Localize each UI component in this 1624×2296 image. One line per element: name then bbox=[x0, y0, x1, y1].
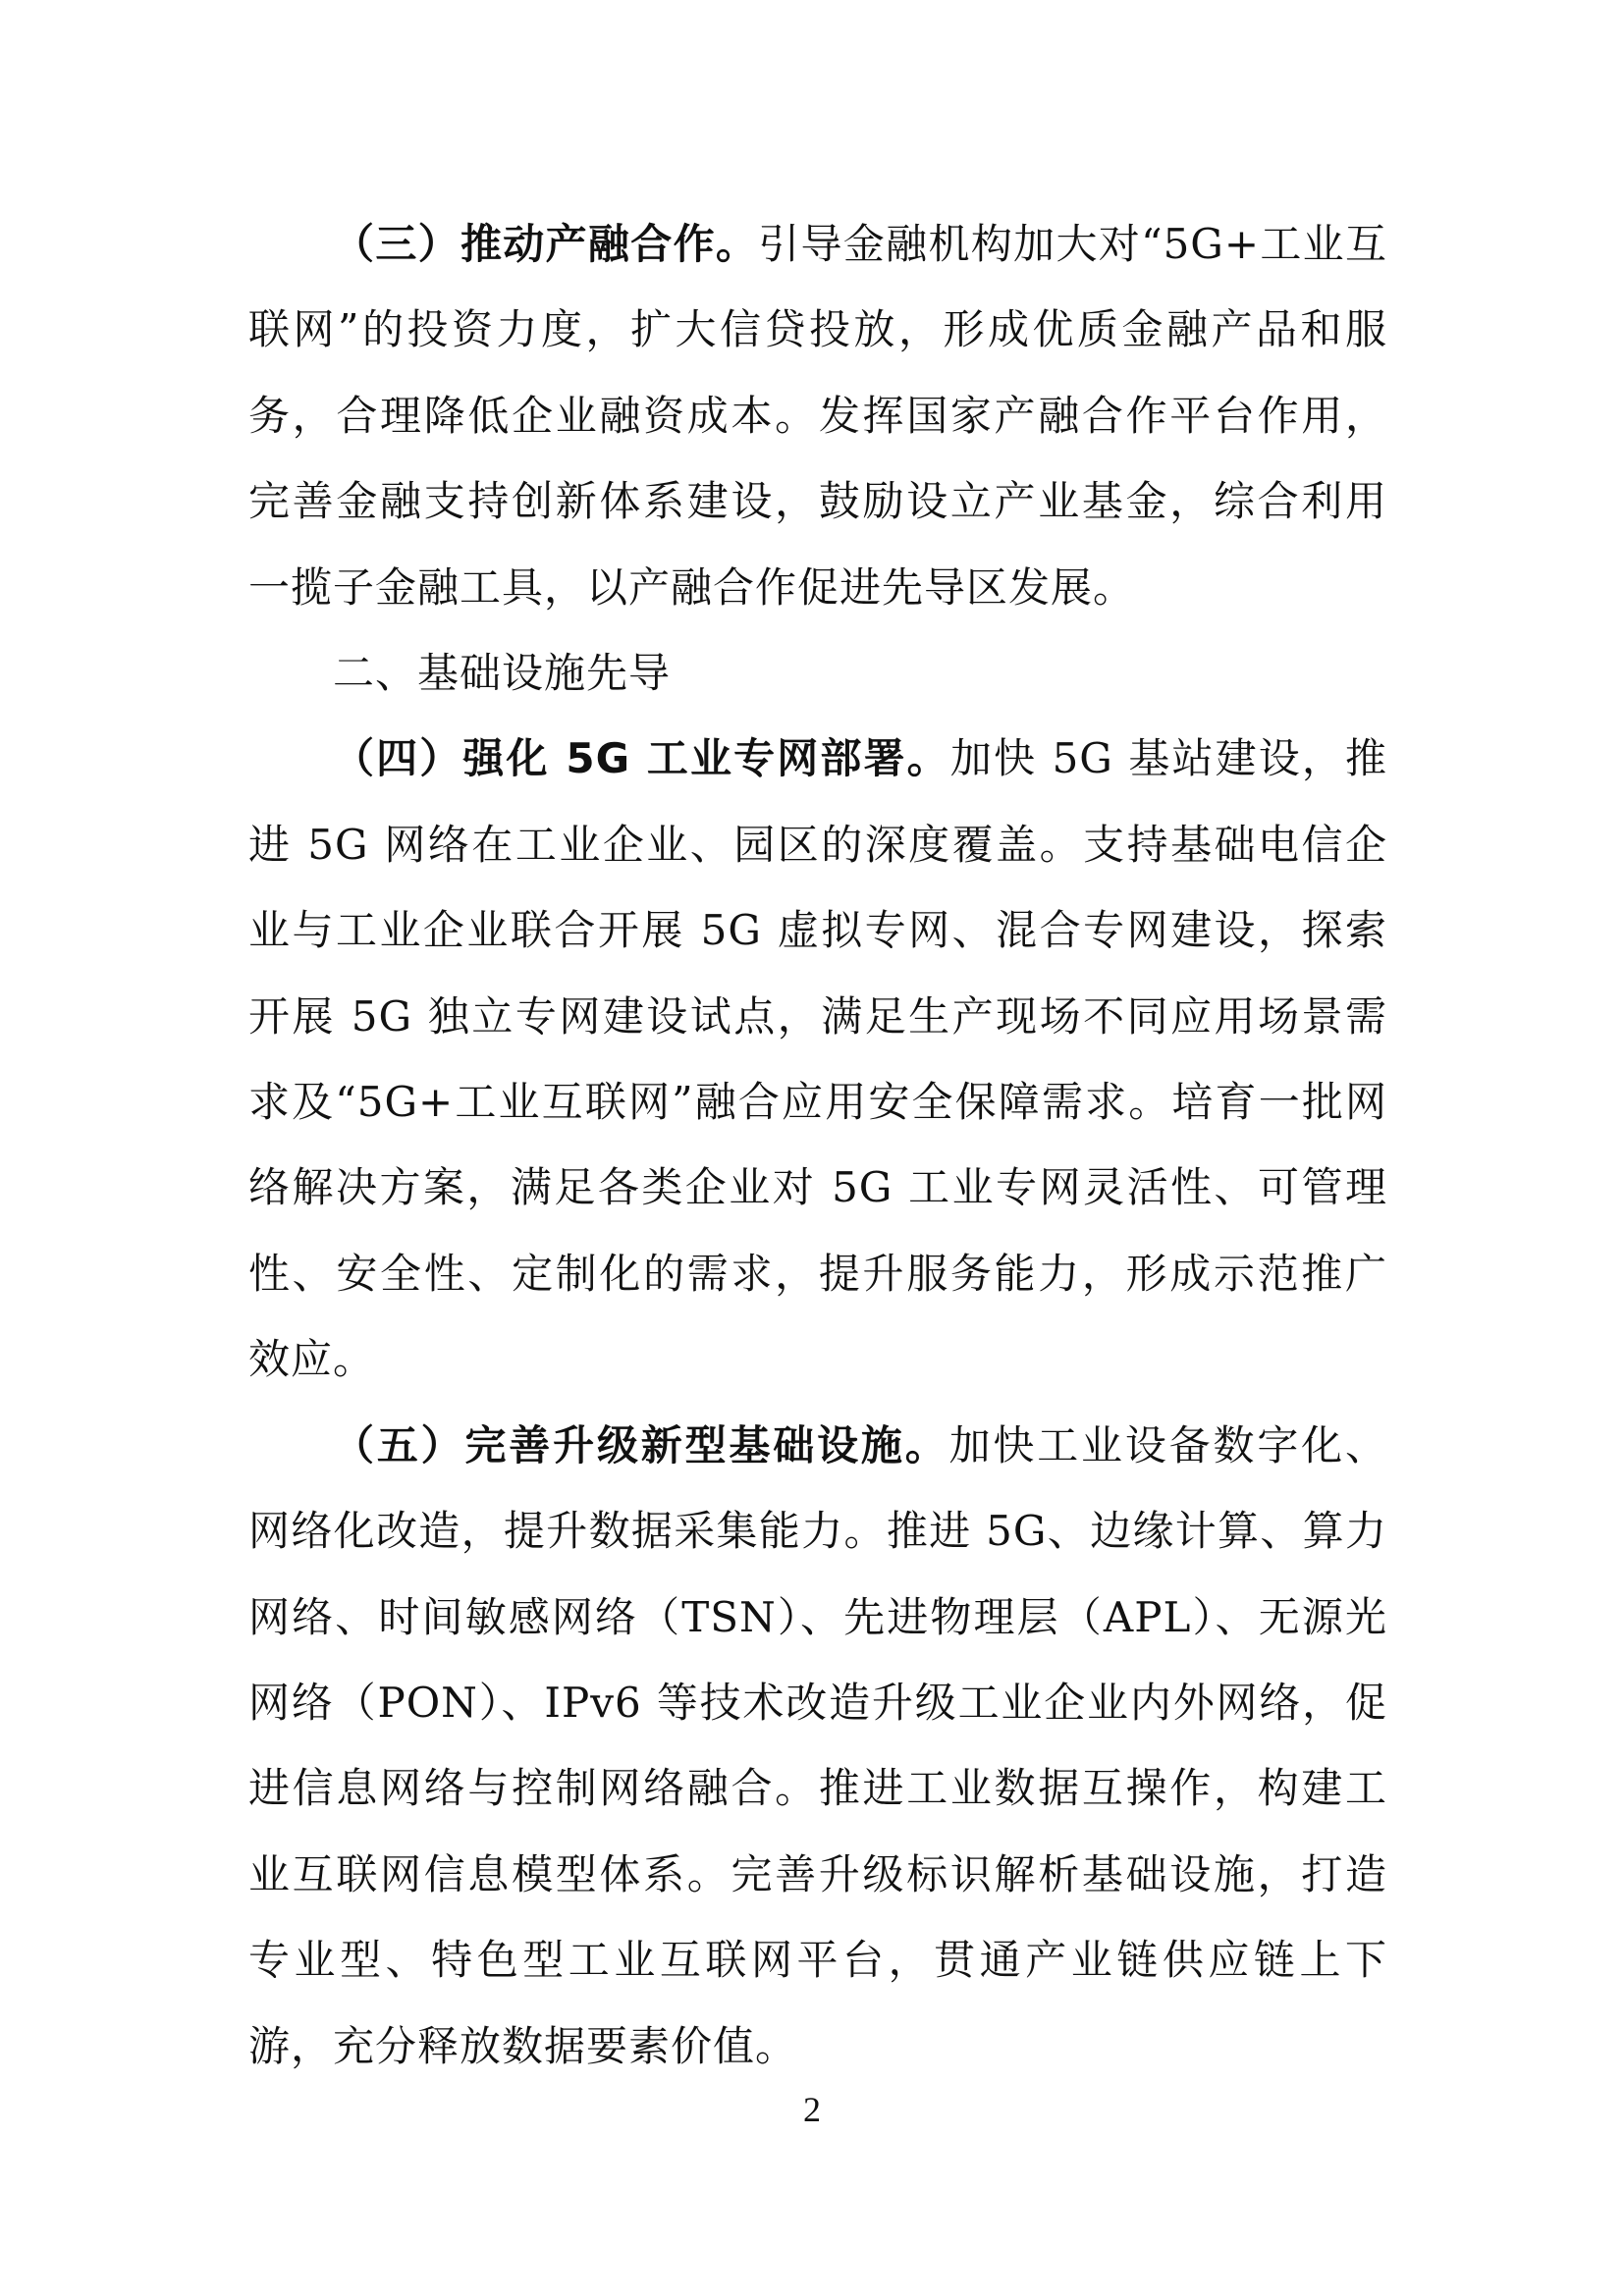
paragraph-5-body: 加快工业设备数字化、网络化改造，提升数据采集能力。推进 5G、边缘计算、算力网络、时间敏感网络（TSN）、先进物理层（APL）、无源光网络（PON）、IPv6 等技术改造升级工业企业内外网络，促进信息网络与控制网络融合。推进工业数据互操作，构建工业互联网信息模型体系。完善升级标识解析基础设施，打造专业型、特色型工业互联网平台，贯通产业链供应链上下游，充分释放数据要素价值。 bbox=[248, 1420, 1387, 2070]
page-number: 2 bbox=[803, 2090, 821, 2129]
paragraph-5 bbox=[248, 1403, 1387, 2089]
paragraph-4 bbox=[248, 716, 1387, 1402]
paragraph-4-lead: （四）强化 5G 工业专网部署。 bbox=[333, 734, 950, 783]
document-body bbox=[248, 201, 1387, 2089]
paragraph-3-body: 引导金融机构加大对“5G+工业互联网”的投资力度，扩大信贷投放，形成优质金融产品和服务，合理降低企业融资成本。发挥国家产融合作平台作用，完善金融支持创新体系建设，鼓励设立产业基金，综合利用一揽子金融工具，以产融合作促进先导区发展。 bbox=[248, 220, 1387, 612]
section-title-infrastructure: 二、基础设施先导 bbox=[333, 649, 672, 698]
paragraph-3 bbox=[248, 201, 1387, 630]
paragraph-4-body: 加快 5G 基站建设，推进 5G 网络在工业企业、园区的深度覆盖。支持基础电信企业与工业企业联合开展 5G 虚拟专网、混合专网建设，探索开展 5G 独立专网建设试点，满足生产现场不同应用场景需求及“5G+工业互联网”融合应用安全保障需求。培育一批网络解决方案，满足各类企业对 5G 工业专网灵活性、可管理性、安全性、定制化的需求，提升服务能力，形成示范推广效应。 bbox=[248, 734, 1387, 1384]
paragraph-3-lead: （三）推动产融合作。 bbox=[333, 220, 759, 268]
paragraph-5-lead: （五）完善升级新型基础设施。 bbox=[333, 1420, 949, 1469]
